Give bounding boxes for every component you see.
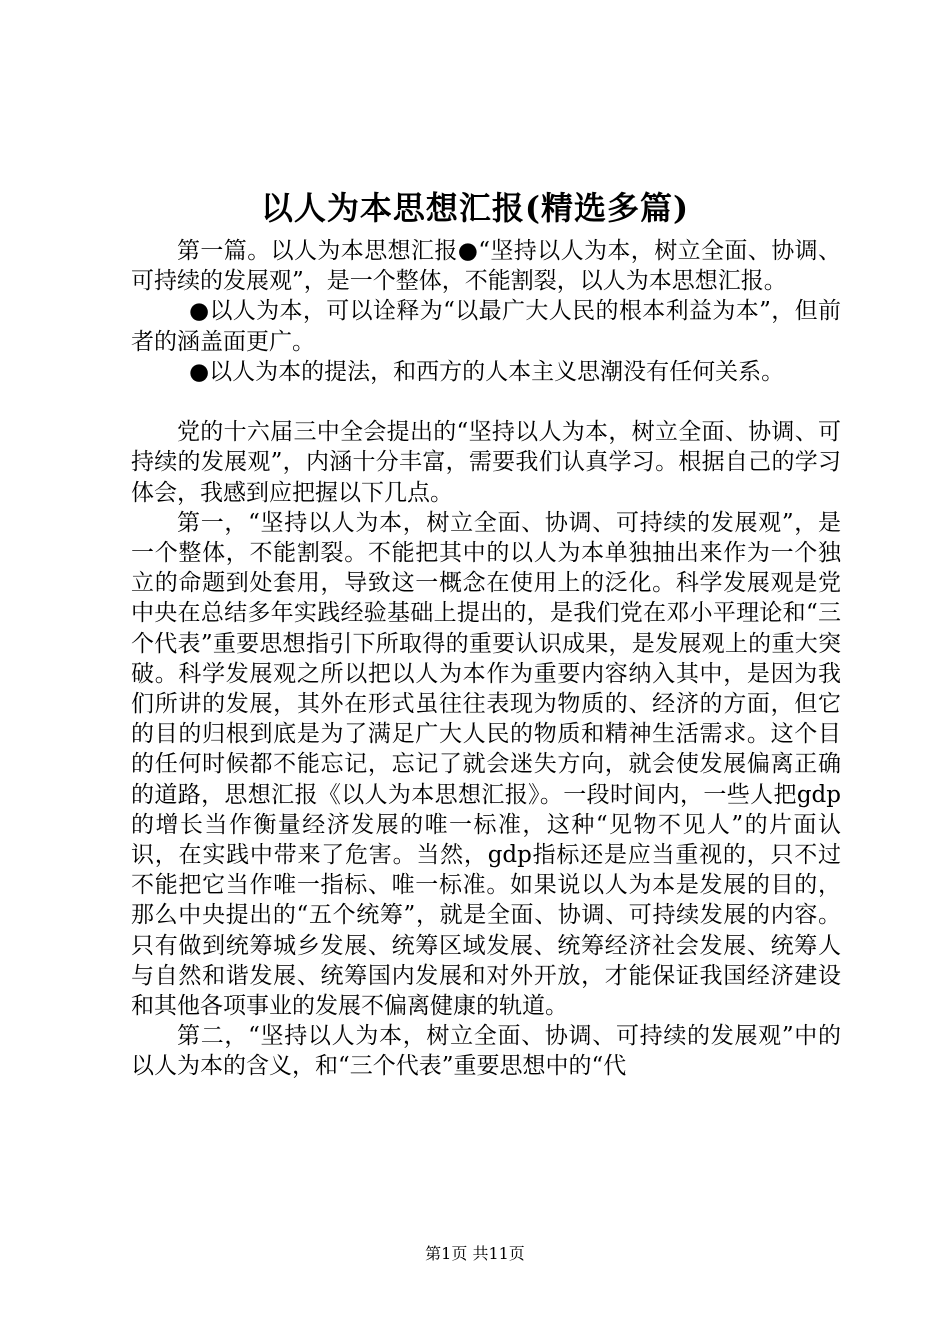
paragraph-intro: 第一篇。以人为本思想汇报●“坚持以人为本，树立全面、协调、可持续的发展观”，是一个整体，不能割裂，以人为本思想汇报。 <box>131 238 841 295</box>
paragraph-spacer <box>131 387 841 417</box>
page-footer: 第1页 共11页 <box>425 1244 525 1263</box>
paragraph-point-1: 第一，“坚持以人为本，树立全面、协调、可持续的发展观”，是一个整体，不能割裂。不能把其中的以人为本单独抽出来作为一个独立的命题到处套用，导致这一概念在使用上的泛化。科学发展观是党中央在总结多年实践经验基础上提出的，是我们党在邓小平理论和“三个代表”重要思想指引下所取得的重要认识成果，是发展观上的重大突破。科学发展观之所以把以人为本作为重要内容纳入其中，是因为我们所讲的发展，其外在形式虽往往表现为物质的、经济的方面，但它的目的归根到底是为了满足广大人民的物质和精神生活需求。这个目的任何时候都不能忘记，忘记了就会迷失方向，就会使发展偏离正确的道路，思想汇报《以人为本思想汇报》。一段时间内，一些人把gdp的增长当作衡量经济发展的唯一标准，这种“见物不见人”的片面认识，在实践中带来了危害。当然，gdp指标还是应当重视的，只不过不能把它当作唯一指标、唯一标准。如果说以人为本是发展的目的，那么中央提出的“五个统筹”，就是全面、协调、可持续发展的内容。只有做到统筹城乡发展、统筹区域发展、统筹经济社会发展、统筹人与自然和谐发展、统筹国内发展和对外开放，才能保证我国经济建设和其他各项事业的发展不偏离健康的轨道。 <box>131 509 841 1020</box>
paragraph-plenary: 党的十六届三中全会提出的“坚持以人为本，树立全面、协调、可持续的发展观”，内涵十分丰富，需要我们认真学习。根据自己的学习体会，我感到应把握以下几点。 <box>131 419 841 506</box>
paragraph-bullet-1: ●以人为本，可以诠释为“以最广大人民的根本利益为本”，但前者的涵盖面更广。 <box>131 298 841 355</box>
paragraph-point-2: 第二，“坚持以人为本，树立全面、协调、可持续的发展观”中的以人为本的含义，和“三个代表”重要思想中的“代 <box>131 1023 841 1080</box>
paragraph-bullet-2: ●以人为本的提法，和西方的人本主义思潮没有任何关系。 <box>189 358 785 385</box>
document-body <box>131 236 841 1082</box>
document-title: 以人为本思想汇报(精选多篇) <box>260 189 690 227</box>
